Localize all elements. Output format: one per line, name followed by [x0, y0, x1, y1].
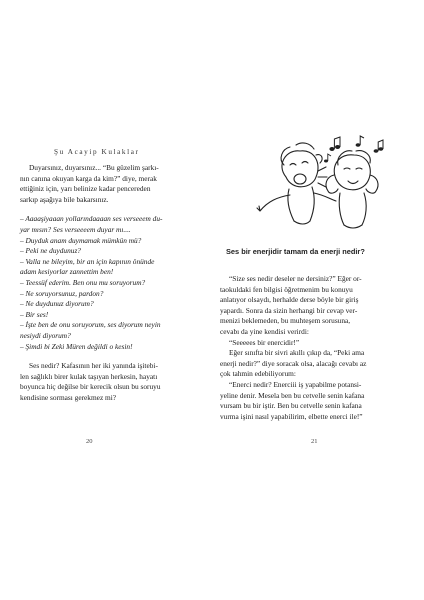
running-head: Şu Acayip Kulaklar: [54, 148, 140, 156]
paragraph: Duyarsınız, duyarsınız... “Bu güzelim şarkı- nın canına okuyan karga da kim?” diye, merak ettiğiniz için, yarı belinize kadar pencereden sarkıp aşağıya bile bakarsınız.: [20, 163, 159, 204]
left-body-text: [20, 163, 190, 403]
right-body-text: [220, 274, 388, 422]
section-heading: Ses bir enerjidir tamam da enerji nedir?: [226, 247, 365, 256]
paragraph: “Enerci nedir? Enerciii iş yapabilme potansi- yeline denir. Mesela ben bu cetvelle senin kafana vursam bu bir iştir. Ben bu cetvelle senin kafana vurma işini nasıl yapabilirim, elbette enerci ile!”: [220, 379, 365, 421]
right-page: [212, 0, 424, 600]
paragraph: “Size ses nedir deseler ne dersiniz?” Eğer or- taokuldaki fen bilgisi öğretmenim bu konuyu anlatıyor olsaydı, herhalde derse böyle bir giriş yapardı. Sonra da sizin herhangi bir cevap ver- menizi beklemeden, bu muhteşem sorusuna, cevabı da yine kendisi verirdi:: [220, 274, 362, 336]
page-number: 21: [311, 438, 318, 445]
paragraph: “Seeeees bir enercidir!”: [229, 337, 300, 347]
paragraph: Eğer sınıfta bir sivri akıllı çıkıp da, “Peki ama enerji nedir?” diye soracak olsa, alacağı cevabı az çok tahmin edebiliyorum:: [220, 348, 367, 379]
dialogue: – Aaaaşiyaaan yollarındaaaan ses verseeem du- yar mısın? Ses verseeeem duyar mı.... – Duyduk anam duymamak mümkün mü? – Peki ne duydunuz? – Valla ne bileyim, bir an için kapının önünde adam kesiyorlar zannettim ben! – Teessüf ederim. Ben onu mu soruyorum? – Ne soruyorsunuz, pardon? – Ne duydunuz diyorum? – Bir ses! – İşte ben de onu soruyorum, ses diyorum neyin nesiydi diyorum? – Şimdi bi Zeki Müren değildi o kesin!: [20, 214, 163, 351]
page-number: 20: [86, 438, 93, 445]
music-notes-icon: [324, 136, 383, 163]
kids-singing-illustration: [256, 135, 386, 235]
paragraph: Ses nedir? Kafasının her iki yanında işitebi- len sağlıklı birer kulak taşıyan herkesin, hayatı boyunca hiç değilse bir kerecik olsun bu soruyu kendisine sorması gerekmez mi?: [20, 361, 161, 402]
